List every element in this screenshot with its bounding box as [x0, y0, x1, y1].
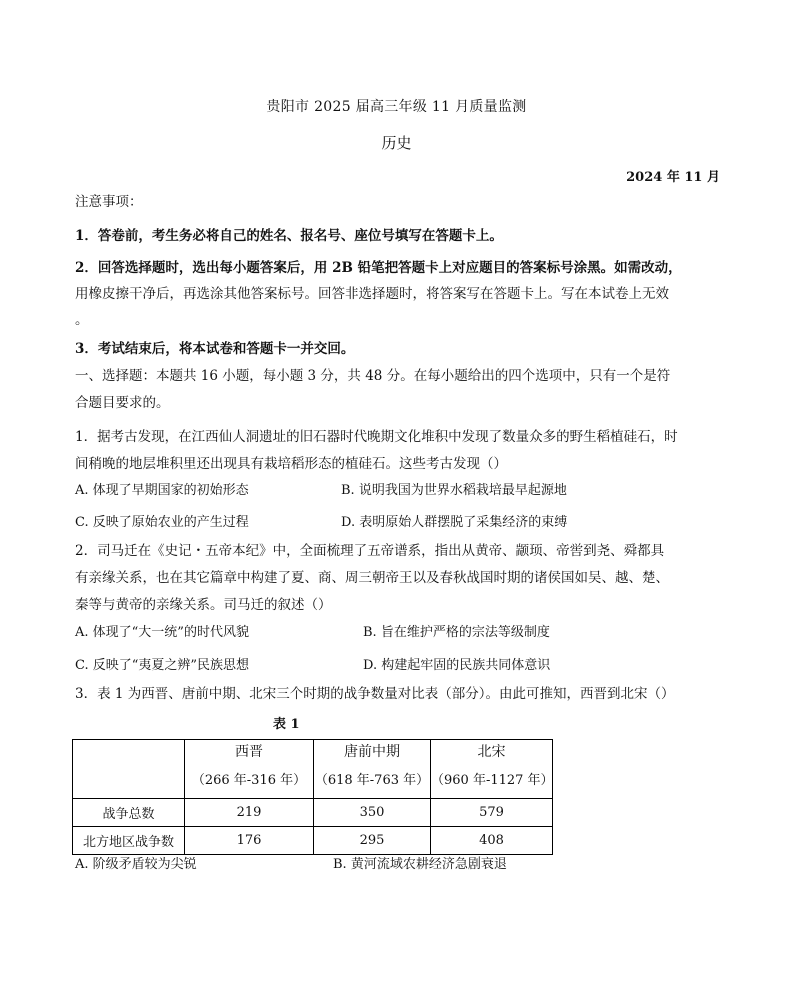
q2-stem-line-2: 有亲缘关系，也在其它篇章中构建了夏、商、周三朝帝王以及春秋战国时期的诸侯国如吴、越、楚、: [75, 570, 669, 586]
notice-1: 1．答卷前，考生务必将自己的姓名、报名号、座位号填写在答题卡上。: [75, 228, 503, 244]
table-cell: 408: [431, 827, 553, 855]
table-cell: 350: [314, 799, 431, 827]
table-caption: 表 1: [273, 717, 300, 732]
header-range: （960 年-1127 年）: [431, 773, 554, 788]
q2-option-d: D. 构建起牢固的民族共同体意识: [363, 658, 551, 673]
table-cell: 219: [185, 799, 314, 827]
section-heading-line-2: 合题目要求的。: [75, 395, 170, 411]
header-name: 唐前中期: [344, 744, 400, 760]
table-cell: 295: [314, 827, 431, 855]
row-label: 战争总数: [73, 799, 185, 827]
table-cell: 579: [431, 799, 553, 827]
notice-2-line-2: 用橡皮擦干净后，再选涂其他答案标号。回答非选择题时，将答案写在答题卡上。写在本试卷上无效: [75, 286, 669, 302]
notice-3: 3．考试结束后，将本试卷和答题卡一并交回。: [75, 341, 355, 357]
q2-stem-line-3: 秦等与黄帝的亲缘关系。司马迁的叙述（）: [75, 597, 332, 613]
header-cell-beisong: [431, 740, 553, 799]
table-row: [73, 827, 553, 855]
header-cell-xijin: [185, 740, 314, 799]
q2-option-b: B. 旨在维护严格的宗法等级制度: [363, 625, 550, 640]
notice-heading: 注意事项：: [75, 194, 143, 210]
header-range: （618 年-763 年）: [314, 773, 430, 788]
header-range: （266 年-316 年）: [191, 773, 307, 788]
header-name: 西晋: [235, 744, 263, 760]
war-count-table: [72, 739, 553, 855]
q1-stem-line-1: 1．据考古发现，在江西仙人洞遗址的旧石器时代晚期文化堆积中发现了数量众多的野生稻植硅石，时: [75, 429, 678, 445]
q3-option-b: B. 黄河流域农耕经济急剧衰退: [333, 857, 507, 872]
q1-option-c: C. 反映了原始农业的产生过程: [75, 515, 249, 530]
notice-2-line-1: 2．回答选择题时，选出每小题答案后，用 2B 铅笔把答题卡上对应题目的答案标号涂黑。如需改动，: [75, 260, 682, 276]
table-row: [73, 799, 553, 827]
q2-stem-line-1: 2．司马迁在《史记・五帝本纪》中，全面梳理了五帝谱系，指出从黄帝、颛顼、帝喾到尧、舜都具: [75, 543, 665, 559]
q3-stem: 3．表 1 为西晋、唐前中期、北宋三个时期的战争数量对比表（部分）。由此可推知，西晋到北宋（）: [75, 686, 675, 702]
header-name: 北宋: [477, 744, 506, 760]
q1-option-d: D. 表明原始人群摆脱了采集经济的束缚: [341, 515, 568, 530]
q1-stem-line-2: 间稍晚的地层堆积里还出现具有栽培稻形态的植硅石。这些考古发现（）: [75, 456, 507, 472]
header-cell-tang: [314, 740, 431, 799]
q1-option-a: A. 体现了早期国家的初始形态: [75, 483, 249, 498]
exam-date: 2024 年 11 月: [626, 170, 720, 185]
table-header-row: [73, 740, 553, 799]
table-corner-cell: [73, 740, 185, 799]
q3-option-a: A. 阶级矛盾较为尖锐: [75, 857, 197, 872]
exam-title: 贵阳市 2025 届高三年级 11 月质量监测: [266, 99, 527, 115]
notice-2-line-3: 。: [75, 312, 89, 328]
section-heading-line-1: 一、选择题：本题共 16 小题，每小题 3 分，共 48 分。在每小题给出的四个选项中，只有一个是符: [75, 368, 671, 384]
q2-option-c: C. 反映了“夷夏之辨”民族思想: [75, 658, 250, 673]
table-cell: 176: [185, 827, 314, 855]
q1-option-b: B. 说明我国为世界水稻栽培最早起源地: [341, 483, 567, 498]
row-label: 北方地区战争数: [73, 827, 185, 855]
q2-option-a: A. 体现了“大一统”的时代风貌: [75, 625, 249, 640]
subject-title: 历史: [381, 134, 412, 152]
